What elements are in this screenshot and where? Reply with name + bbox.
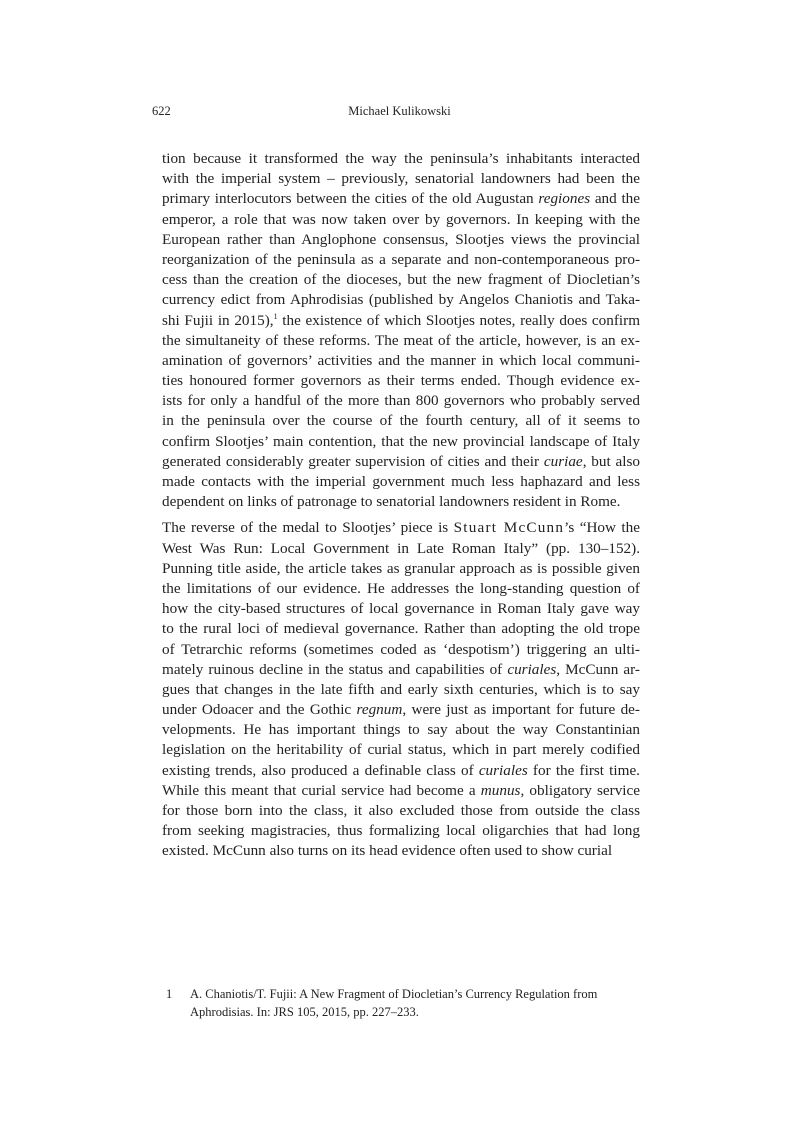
italic-term: curiales [478, 761, 528, 779]
italic-term: munus [480, 781, 521, 799]
author-name: Stuart McCunn [453, 519, 565, 537]
text-line: West Was Run: Local Government in Late Roman Italy” (pp. 130–152). [162, 539, 640, 557]
text-line: legislation on the heritability of curial status, which in part merely codified [162, 741, 640, 759]
text-line: made contacts with the imperial government much less haphazard and less [162, 473, 640, 490]
text-line: in the peninsula over the course of the fourth century, all of it seems to [162, 412, 640, 430]
text-line: currency edict from Aphrodisias (published by Angelos Chaniotis and Taka- [162, 291, 640, 309]
text-line: reorganization of the peninsula as a separate and non-contemporaneous pro- [162, 250, 640, 268]
paragraph-2 [162, 518, 640, 861]
footnote [166, 985, 640, 1025]
text-line: Punning title aside, the article takes as granular approach as is possible given [162, 559, 640, 577]
text-line: the simultaneity of these reforms. The meat of the article, however, is an ex- [162, 331, 640, 349]
footnote-text: A. Chaniotis/T. Fujii: A New Fragment of Diocletian’s Currency Regulation from Aphrodisias. In: JRS 105, 2015, pp. 227–233. [190, 987, 598, 1019]
text-line: existing trends, also produced a definable class of curiales for the first time. [162, 761, 640, 779]
text-line: how the city-based structures of local governance in Roman Italy gave way [162, 600, 640, 618]
text-line: cess than the creation of the dioceses, but the new fragment of Diocletian’s [162, 271, 640, 289]
text-line: The reverse of the medal to Slootjes’ piece is Stuart McCunn’s “How the [162, 519, 640, 537]
text-line: emperor, a role that was now taken over by governors. In keeping with the [162, 210, 640, 228]
text-line: shi Fujii in 2015),$^1$ the existence of which Slootjes notes, really does confirm [162, 311, 641, 329]
text-line: to the rural loci of medieval governance. Rather than adopting the old trope [162, 620, 640, 638]
text-line: mately ruinous decline in the status and capabilities of curiales, McCunn ar- [162, 660, 640, 678]
text-line: the limitations of our evidence. He addresses the long-standing question of [162, 579, 640, 597]
italic-term: curiae [543, 452, 583, 470]
text-line: with the imperial system – previously, senatorial landowners had been the [162, 170, 640, 188]
text-line: amination of governors’ activities and the manner in which local communi- [162, 351, 640, 369]
paragraph-1 [162, 149, 640, 512]
text-line: ists for only a handful of the more than 800 governors who probably served [162, 392, 640, 410]
text-line: from seeking magistracies, thus formalizing local oligarchies that had long [162, 822, 640, 840]
text-line: primary interlocutors between the cities of the old Augustan regiones and the [162, 190, 640, 208]
text-line: for those born into the class, it also excluded those from outside the class [162, 802, 640, 819]
text-line: confirm Slootjes’ main contention, that the new provincial landscape of Italy [162, 432, 640, 450]
page-number: 622 [152, 104, 171, 118]
text-line: dependent on links of patronage to senatorial landowners resident in Rome. [162, 493, 621, 511]
text-line: tion because it transformed the way the peninsula’s inhabitants interacted [162, 150, 640, 167]
italic-term: regnum [356, 701, 403, 719]
body-column [162, 149, 640, 862]
text-line: ties honoured former governors as their terms ended. Though evidence ex- [162, 372, 640, 390]
running-header-author: Michael Kulikowski [348, 104, 451, 118]
text-line: European rather than Anglophone consensus, Slootjes views the provincial [162, 230, 640, 248]
footnote-ref: 1 [273, 311, 278, 321]
text-line: of Tetrarchic reforms (sometimes coded as ‘despotism’) triggering an ulti- [162, 640, 640, 658]
text-line: existed. McCunn also turns on its head evidence often used to show curial [162, 842, 613, 860]
text-line: gues that changes in the late fifth and early sixth centuries, which is to say [162, 680, 640, 698]
text-line: under Odoacer and the Gothic regnum, were just as important for future de- [162, 701, 640, 719]
text-line: While this meant that curial service had become a munus, obligatory service [162, 781, 641, 799]
italic-term: curiales [507, 660, 557, 678]
text-line: generated considerably greater supervision of cities and their curiae, but also [162, 452, 641, 470]
italic-term: regiones [538, 190, 591, 208]
footnote-number: 1 [166, 987, 173, 1001]
text-line: velopments. He has important things to say about the way Constantinian [162, 721, 640, 739]
